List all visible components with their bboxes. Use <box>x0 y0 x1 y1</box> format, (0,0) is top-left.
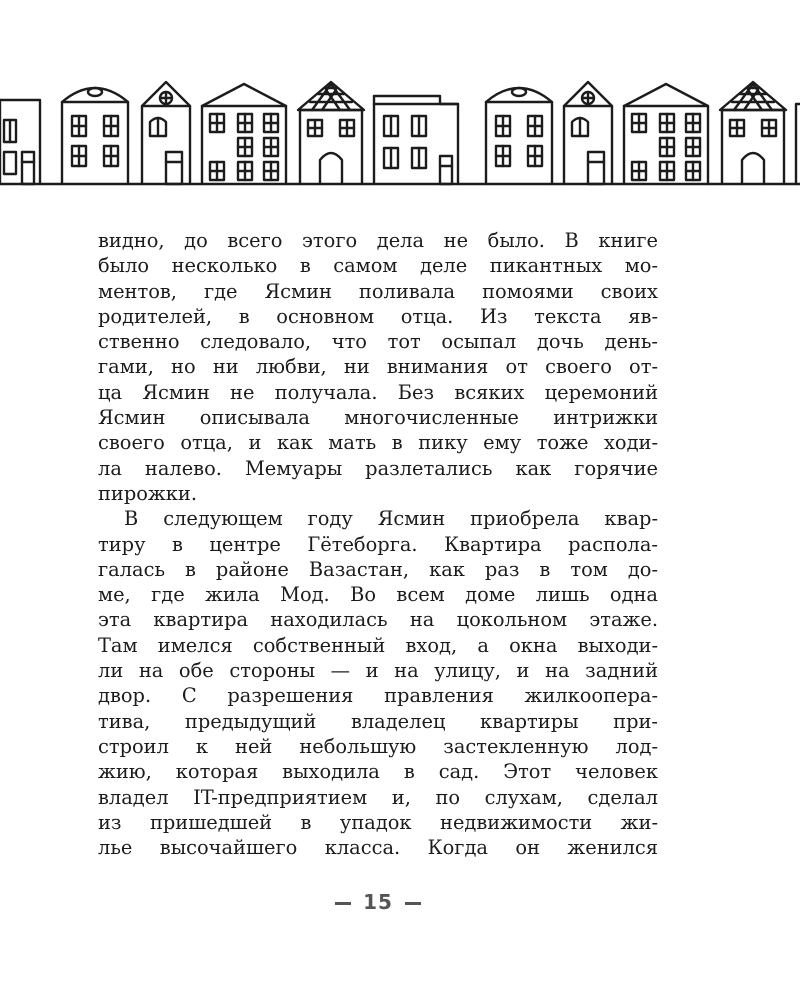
text-line: галась в районе Вазастан, как раз в том до- <box>98 557 658 581</box>
house-partial-right <box>796 104 800 184</box>
house-arched-roof <box>62 88 128 184</box>
text-line: двор. С разрешения правления жилкоопера- <box>98 684 658 708</box>
text-line: владел IT-предприятием и, по слухам, сделал <box>98 785 658 809</box>
text-line: ственно следовало, что тот осыпал дочь день- <box>98 330 658 354</box>
text-line: строил к ней небольшую застекленную лод- <box>98 734 658 758</box>
text-line: тива, предыдущий владелец квартиры при- <box>98 709 658 733</box>
house-arched-roof-2 <box>486 88 552 184</box>
text-line: В следующем году Ясмин приобрела квар- <box>124 507 658 531</box>
text-line: из пришедшей в упадок недвижимости жи- <box>98 810 658 834</box>
text-line: ца Ясмин не получала. Без всяких церемоний <box>98 380 658 404</box>
house-stepped-roof <box>374 96 458 184</box>
house-wide-roof <box>202 84 286 184</box>
text-line: ли на обе стороны — и на улицу, и на задний <box>98 659 658 683</box>
text-line: ме, где жила Мод. Во всем доме лишь одна <box>98 583 658 607</box>
text-line: лье высочайшего класса. Когда он женился <box>98 836 658 860</box>
dash-right <box>405 902 421 905</box>
body-text <box>98 228 658 860</box>
text-line: эта квартира находилась на цокольном этаже. <box>98 608 658 632</box>
text-line: своего отца, и как мать в пику ему тоже ходи- <box>98 431 658 455</box>
row-of-houses-illustration <box>0 70 800 190</box>
paragraph-1 <box>98 228 658 506</box>
house-gable-roof <box>142 82 190 184</box>
text-line: жию, которая выходила в сад. Этот человек <box>98 760 658 784</box>
text-line: родителей, в основном отца. Из текста яв- <box>98 304 658 328</box>
house-flat-roof <box>0 100 40 184</box>
text-line: Ясмин описывала многочисленные интрижки <box>98 406 658 430</box>
paragraph-2 <box>98 506 658 860</box>
text-line: Там имелся собственный вход, а окна выходи- <box>98 633 658 657</box>
page-number-footer <box>0 890 756 914</box>
text-line: пирожки. <box>98 481 197 505</box>
house-tiled-roof <box>298 82 364 184</box>
text-line: ментов, где Ясмин поливала помоями своих <box>98 279 658 303</box>
text-line: гами, но ни любви, ни внимания от своего от- <box>98 355 658 379</box>
house-gable-roof-2 <box>564 82 612 184</box>
text-line: тиру в центре Гётеборга. Квартира распола- <box>98 532 658 556</box>
page-number: 15 <box>363 890 393 914</box>
house-wide-roof-2 <box>624 84 708 184</box>
text-line: видно, до всего этого дела не было. В книге <box>98 229 658 252</box>
house-tiled-roof-2 <box>720 82 786 184</box>
dash-left <box>335 902 351 905</box>
houses-illustration-band <box>0 70 800 190</box>
text-line: ла налево. Мемуары разлетались как горячие <box>98 456 658 480</box>
text-line: было несколько в самом деле пикантных мо- <box>98 254 658 278</box>
